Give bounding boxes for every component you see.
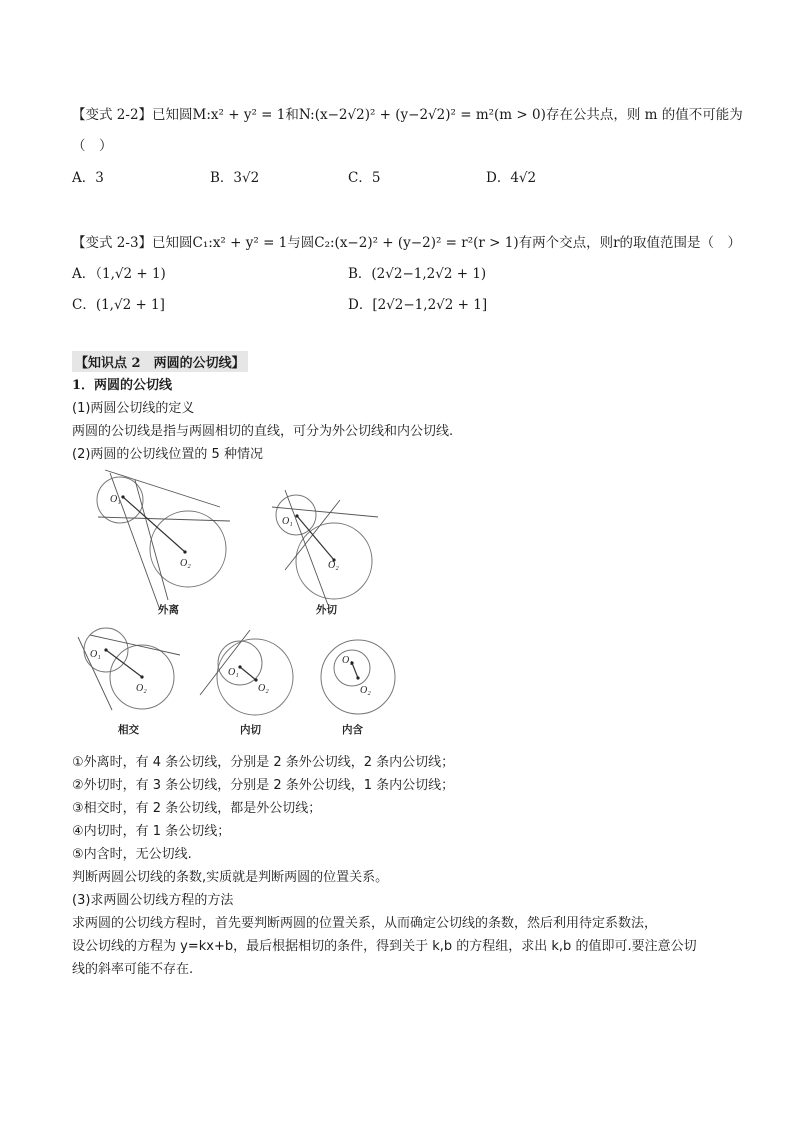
- problem-2-3-option-a: A．（1,√2 + 1): [72, 266, 166, 282]
- case-2: ②外切时，有 3 条公切线，分别是 2 条外公切线，1 条内公切线；: [72, 778, 455, 793]
- case-1: ①外离时，有 4 条公切线，分别是 2 条外公切线，2 条内公切线；: [72, 755, 455, 770]
- problem-2-3-option-b: B．(2√2−1,2√2 + 1): [348, 266, 487, 282]
- figure-separate: [97, 470, 230, 616]
- center-segment-inttan: [240, 667, 256, 680]
- caption-external-tangent: 外切: [316, 604, 337, 616]
- external-tangent-2: [105, 470, 220, 507]
- problem-2-3-title: 【变式 2-3】已知圆C₁:x² + y² = 1与圆C₂:(x−2)² + (y−2)² = r²(r > 1)有两个交点，则r的取值范围是（ ）: [72, 235, 742, 251]
- method-line-1: 求两圆的公切线方程时，首先要判断两圆的位置关系，从而确定公切线的条数，然后利用待定系数法，: [72, 916, 658, 931]
- section-heading: 1．两圆的公切线: [72, 378, 173, 393]
- method-line-2: 设公切线的方程为 y=kx+b，最后根据相切的条件，得到关于 k,b 的方程组，求出 k,b 的值即可.要注意公切: [72, 939, 697, 954]
- tangent-lines-figure: [60, 465, 440, 740]
- problem-2-2-option-d: D．4√2: [486, 170, 537, 186]
- problem-2-2-title: 【变式 2-2】已知圆M:x² + y² = 1和N:(x−2√2)² + (y−2√2)² = m²(m > 0)存在公共点，则 m 的值不可能为: [72, 107, 743, 123]
- subheading-five-cases: (2)两圆的公切线位置的 5 种情况: [72, 447, 263, 462]
- problem-2-2-option-c: C．5: [348, 170, 381, 186]
- center-segment-cont: [352, 663, 358, 678]
- figure-internal-tangent: [200, 630, 293, 736]
- svg-text:O₂: O₂: [136, 683, 147, 694]
- int-tangent-2: [78, 637, 112, 710]
- svg-text:O₁: O₁: [282, 516, 293, 527]
- internal-tangent-1: [135, 480, 168, 600]
- label-o1: O₁: [110, 494, 121, 505]
- case-4: ④内切时，有 1 条公切线；: [72, 824, 231, 839]
- method-line-3: 线的斜率可能不存在.: [72, 962, 194, 977]
- problem-2-2-option-b: B．3√2: [210, 170, 260, 186]
- problem-2-2-blank: （ ）: [72, 138, 113, 154]
- knowledge-point-tag: 【知识点 2 两圆的公切线】: [72, 351, 248, 372]
- svg-text:O₁: O₁: [228, 667, 239, 678]
- caption-internal-tangent: 内切: [240, 724, 261, 736]
- int-tangent-1: [90, 635, 180, 655]
- problem-2-2-option-a: A．3: [72, 170, 104, 186]
- svg-text:O₂: O₂: [328, 560, 339, 571]
- svg-text:O₁: O₁: [342, 655, 353, 666]
- figure-intersecting: [78, 628, 180, 736]
- label-o2: O₂: [180, 558, 191, 569]
- caption-separate: 外离: [158, 604, 179, 616]
- definition-text: 两圆的公切线是指与两圆相切的直线，可分为外公切线和内公切线.: [72, 424, 454, 439]
- case-5: ⑤内含时，无公切线.: [72, 847, 192, 862]
- center-segment-separate: [123, 497, 185, 552]
- subheading-method: (3)求两圆公切线方程的方法: [72, 893, 234, 908]
- subheading-definition: (1)两圆公切线的定义: [72, 401, 195, 416]
- summary-text: 判断两圆公切线的条数,实质就是判断两圆的位置关系。: [72, 870, 389, 885]
- svg-text:O₂: O₂: [258, 683, 269, 694]
- caption-contained: 内含: [342, 724, 363, 736]
- svg-text:O₂: O₂: [360, 685, 371, 696]
- problem-2-3-option-d: D．[2√2−1,2√2 + 1]: [348, 297, 488, 313]
- problem-2-3-option-c: C．(1,√2 + 1]: [72, 297, 165, 313]
- case-3: ③相交时，有 2 条公切线，都是外公切线；: [72, 801, 322, 816]
- center-segment-int: [106, 650, 142, 677]
- caption-intersecting: 相交: [118, 724, 139, 736]
- svg-text:O₁: O₁: [90, 649, 101, 660]
- figure-external-tangent: [272, 490, 378, 616]
- figure-contained: [321, 640, 395, 736]
